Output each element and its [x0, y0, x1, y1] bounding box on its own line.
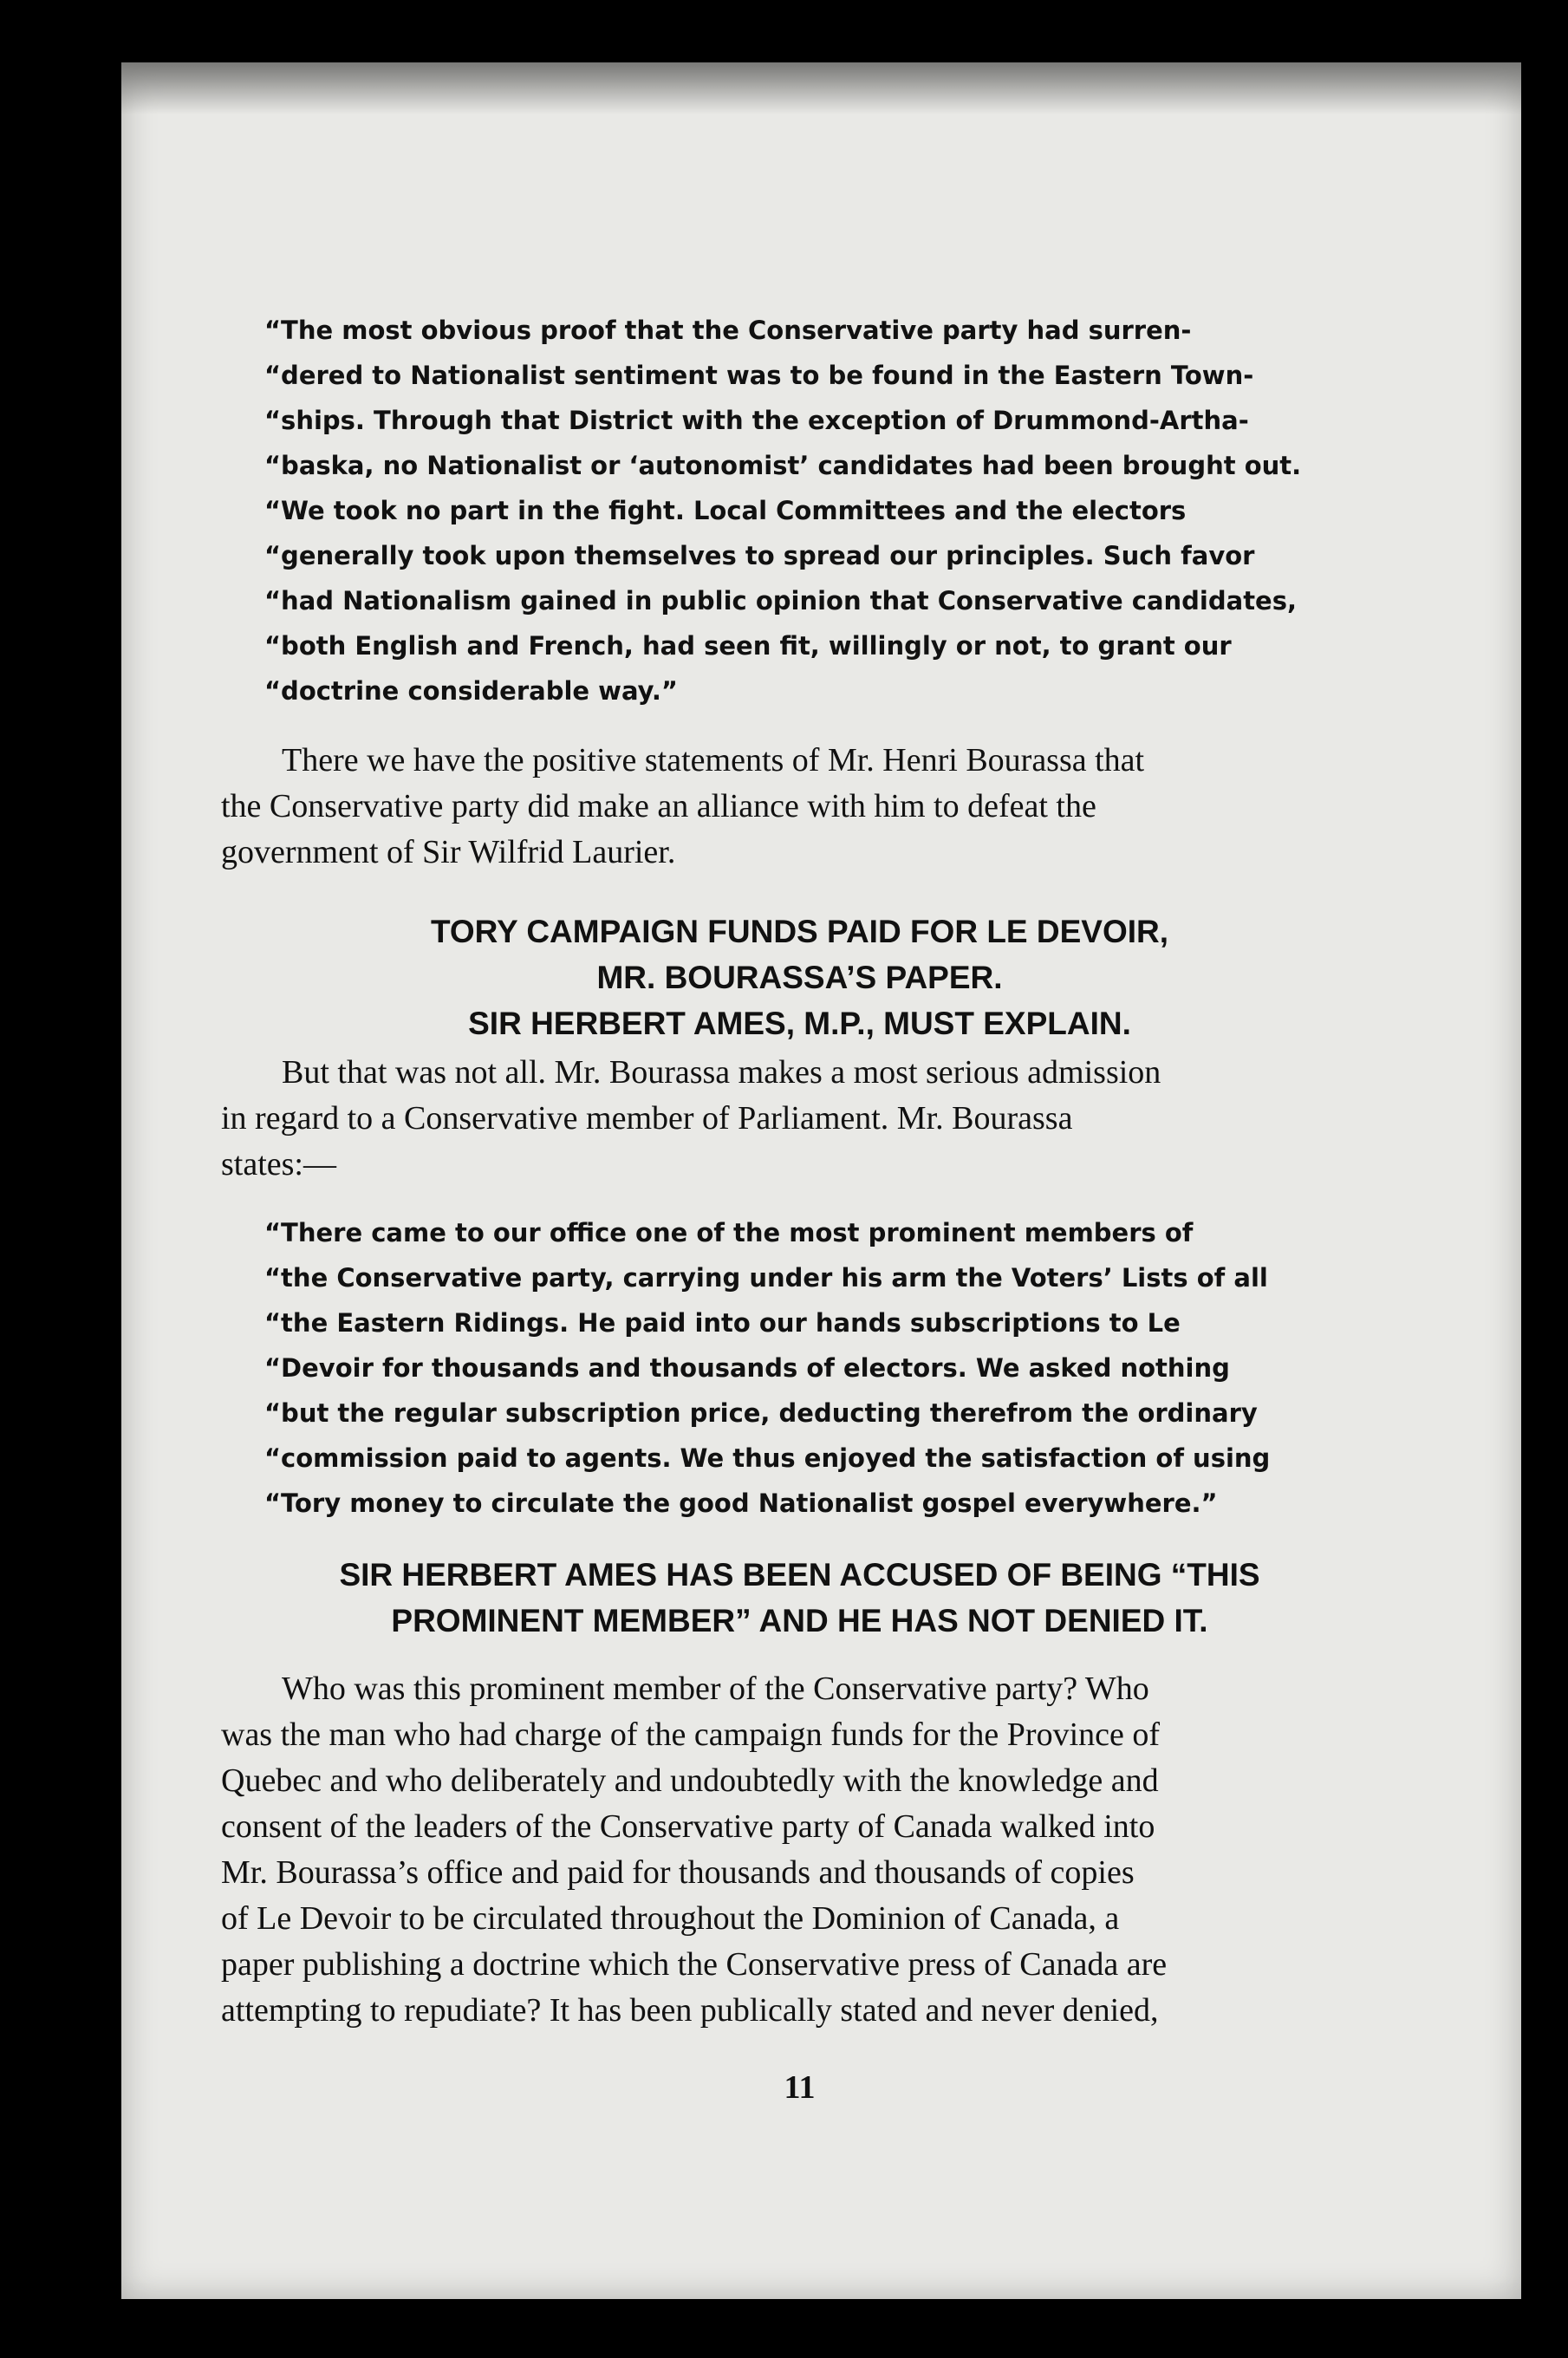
paragraph-2	[221, 1050, 1378, 1188]
text-line: But that was not all. Mr. Bourassa makes a most serious admission	[282, 1054, 1161, 1091]
heading-line: SIR HERBERT AMES, M.P., MUST EXPLAIN.	[468, 1006, 1131, 1041]
text-line: government of Sir Wilfrid Laurier.	[221, 834, 676, 870]
text-line: Quebec and who deliberately and undoubtedly with the knowledge and	[221, 1762, 1159, 1799]
quote-line: “doctrine considerable way.”	[264, 676, 678, 706]
quote-block-1	[221, 308, 1387, 713]
text-line: Mr. Bourassa’s office and paid for thousands and thousands of copies	[221, 1854, 1135, 1891]
quote-line: “generally took upon themselves to spread our principles. Such favor	[264, 541, 1255, 570]
heading-line: MR. BOURASSA’S PAPER.	[596, 960, 1003, 995]
page-number: 11	[784, 2069, 816, 2106]
quote-line: “the Conservative party, carrying under his arm the Voters’ Lists of all	[264, 1263, 1268, 1293]
text-line: was the man who had charge of the campaign funds for the Province of	[221, 1716, 1161, 1753]
section-heading-2	[221, 1552, 1378, 1644]
text-line: states:—	[221, 1146, 336, 1182]
quote-line: “commission paid to agents. We thus enjoyed the satisfaction of using	[264, 1443, 1271, 1473]
text-line: of Le Devoir to be circulated throughout the Dominion of Canada, a	[221, 1900, 1120, 1937]
section-heading-1	[221, 909, 1378, 1046]
quote-line: “Devoir for thousands and thousands of electors. We asked nothing	[264, 1353, 1230, 1383]
text-line: Who was this prominent member of the Conservative party? Who	[282, 1671, 1149, 1707]
heading-line: PROMINENT MEMBER” AND HE HAS NOT DENIED IT.	[391, 1603, 1208, 1638]
quote-line: “Tory money to circulate the good Nationalist gospel everywhere.”	[264, 1488, 1218, 1518]
quote-line: “but the regular subscription price, deducting therefrom the ordinary	[264, 1398, 1258, 1428]
quote-block-2	[221, 1210, 1378, 1526]
text-line: consent of the leaders of the Conservative party of Canada walked into	[221, 1808, 1155, 1845]
quote-line: “baska, no Nationalist or ‘autonomist’ candidates had been brought out.	[264, 451, 1302, 480]
quote-line: “had Nationalism gained in public opinion that Conservative candidates,	[264, 586, 1297, 616]
quote-line: “both English and French, had seen fit, willingly or not, to grant our	[264, 631, 1232, 661]
paragraph-3	[221, 1666, 1378, 2034]
text-line: paper publishing a doctrine which the Conservative press of Canada are	[221, 1946, 1168, 1983]
quote-line: “The most obvious proof that the Conservative party had surren-	[264, 316, 1192, 345]
heading-line: SIR HERBERT AMES HAS BEEN ACCUSED OF BEING “THIS	[339, 1557, 1260, 1593]
text-line: the Conservative party did make an alliance with him to defeat the	[221, 788, 1096, 824]
page-content	[221, 308, 1378, 2107]
text-line: attempting to repudiate? It has been publically stated and never denied,	[221, 1992, 1159, 2029]
paragraph-1	[221, 738, 1378, 876]
quote-line: “There came to our office one of the most prominent members of	[264, 1218, 1194, 1247]
quote-line: “the Eastern Ridings. He paid into our hands subscriptions to Le	[264, 1308, 1181, 1338]
quote-line: “dered to Nationalist sentiment was to be found in the Eastern Town-	[264, 361, 1254, 390]
text-line: in regard to a Conservative member of Parliament. Mr. Bourassa	[221, 1100, 1073, 1137]
text-line: There we have the positive statements of Mr. Henri Bourassa that	[282, 742, 1145, 778]
quote-line: “We took no part in the fight. Local Committees and the electors	[264, 496, 1187, 525]
heading-line: TORY CAMPAIGN FUNDS PAID FOR LE DEVOIR,	[430, 914, 1169, 949]
quote-line: “ships. Through that District with the exception of Drummond-Artha-	[264, 406, 1249, 435]
